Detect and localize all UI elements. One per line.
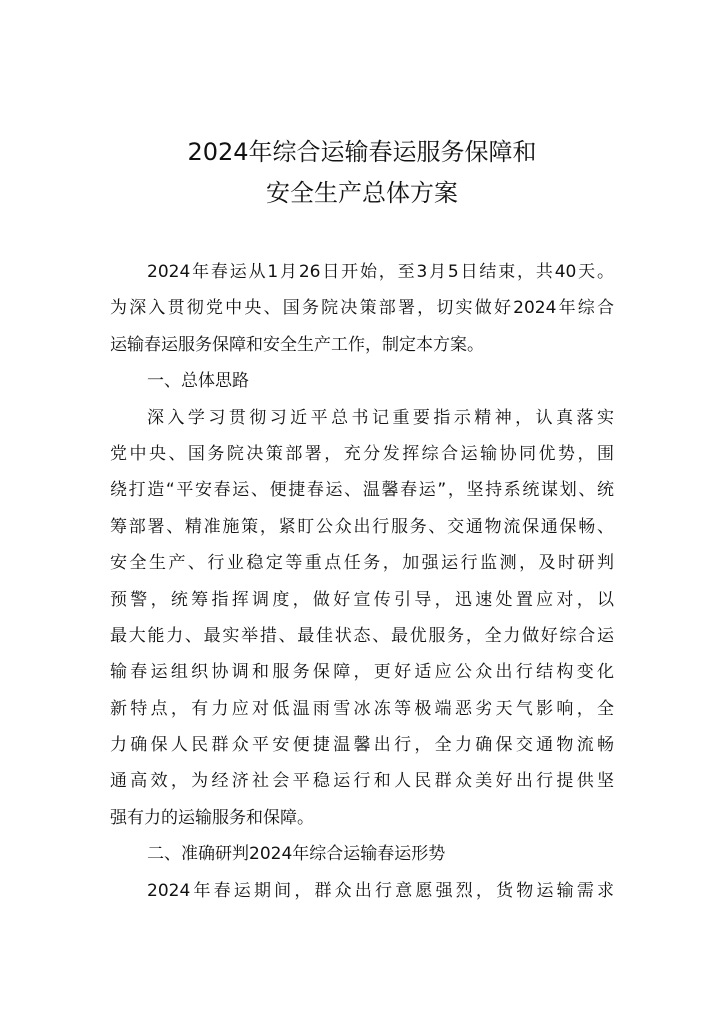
text-line: 为深入贯彻党中央、国务院决策部署，切实做好2024年综合: [110, 298, 614, 319]
text-line: 2024年春运从1月26日开始，至3月5日结束，共40天。: [147, 262, 614, 282]
text-line: 绕打造“平安春运、便捷春运、温馨春运”，坚持系统谋划、统: [110, 480, 614, 501]
title-line-2: 安全生产总体方案: [266, 179, 458, 207]
text-line: 筹部署、精准施策，紧盯公众出行服务、交通物流保通保畅、: [110, 516, 614, 537]
text-line: 运输春运服务保障和安全生产工作，制定本方案。: [110, 334, 484, 355]
heading-line: 一、总体思路: [147, 371, 249, 392]
paragraph-situation: [110, 873, 614, 909]
text-line: 通高效，为经济社会平稳运行和人民群众美好出行提供坚: [110, 771, 614, 792]
paragraph-general-approach: [110, 400, 614, 837]
section-heading-1: [110, 363, 614, 399]
text-line: 深入学习贯彻习近平总书记重要指示精神，认真落实: [147, 407, 614, 428]
document-title: [0, 132, 724, 214]
paragraph-intro: [110, 254, 614, 363]
section-heading-2: [110, 836, 614, 872]
text-line: 强有力的运输服务和保障。: [110, 807, 314, 828]
text-line: 党中央、国务院决策部署，充分发挥综合运输协同优势，围: [110, 443, 614, 464]
text-line: 输春运组织协调和服务保障，更好适应公众出行结构变化: [110, 662, 614, 683]
title-line-1: 2024年综合运输春运服务保障和: [187, 138, 537, 166]
text-line: 2024年春运期间，群众出行意愿强烈，货物运输需求: [147, 880, 614, 901]
document-body: [110, 254, 614, 909]
text-line: 力确保人民群众平安便捷温馨出行，全力确保交通物流畅: [110, 735, 614, 756]
text-line: 最大能力、最实举措、最佳状态、最优服务，全力做好综合运: [110, 625, 614, 646]
text-line: 安全生产、行业稳定等重点任务，加强运行监测，及时研判: [110, 553, 614, 574]
text-line: 新特点，有力应对低温雨雪冰冻等极端恶劣天气影响，全: [110, 698, 614, 719]
text-line: 预警，统筹指挥调度，做好宣传引导，迅速处置应对，以: [110, 589, 614, 610]
heading-line: 二、准确研判2024年综合运输春运形势: [147, 844, 446, 865]
